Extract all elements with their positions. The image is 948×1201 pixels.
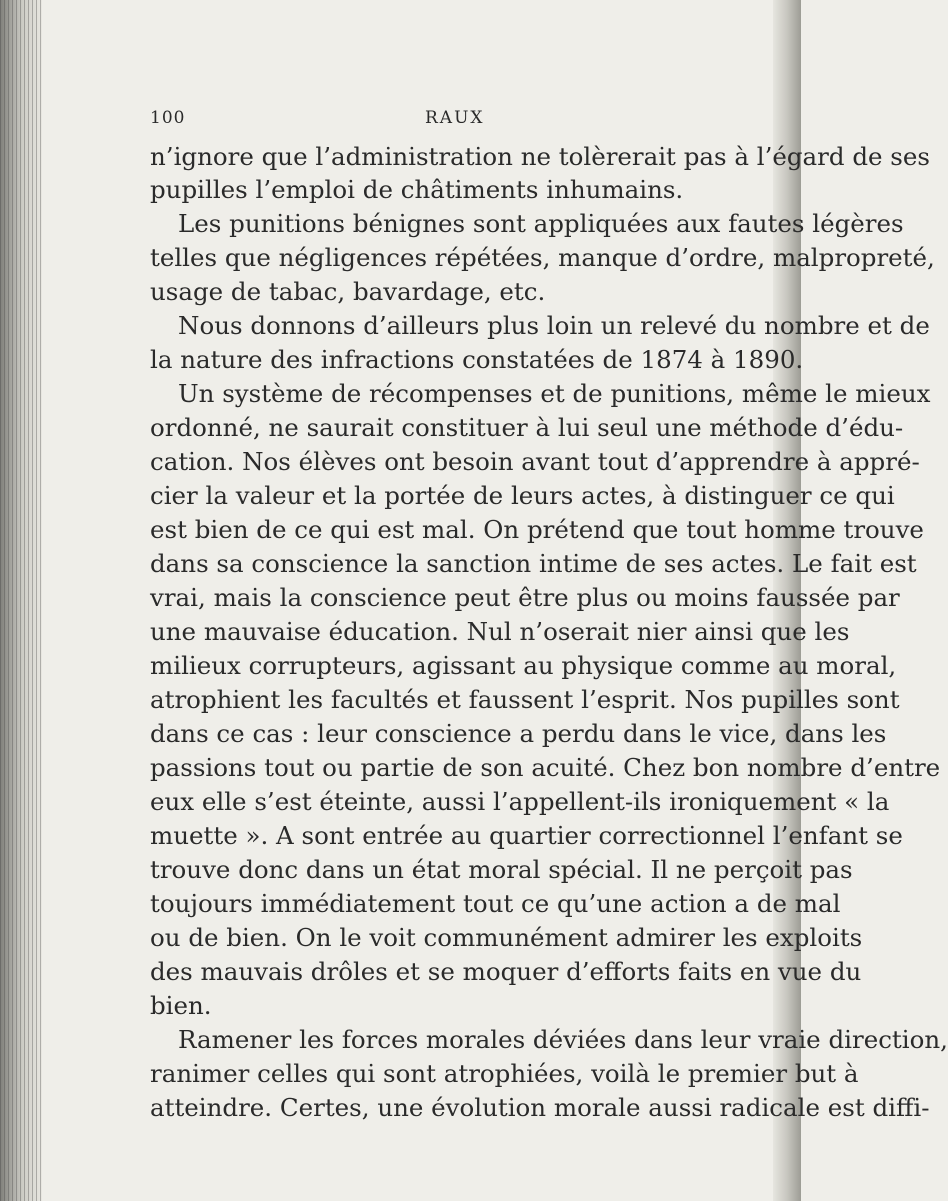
text-line: cation. Nos élèves ont besoin avant tout d’apprendre à appré-: [150, 447, 920, 476]
text-line: ou de bien. On le voit communément admirer les exploits: [150, 923, 863, 952]
text-line: atteindre. Certes, une évolution morale aussi radicale est diffi-: [150, 1093, 930, 1122]
page-number: 100: [150, 108, 186, 128]
text-line: la nature des infractions constatées de 1874 à 1890.: [150, 345, 804, 374]
text-line: n’ignore que l’administration ne tolèrerait pas à l’égard de ses: [150, 142, 930, 171]
text-line: dans sa conscience la sanction intime de ses actes. Le fait est: [150, 549, 917, 578]
text-line: dans ce cas : leur conscience a perdu dans le vice, dans les: [150, 719, 887, 748]
binding-edge: [0, 0, 42, 1201]
text-line: des mauvais drôles et se moquer d’efforts faits en vue du: [150, 957, 862, 986]
text-line: trouve donc dans un état moral spécial. Il ne perçoit pas: [150, 855, 853, 884]
paragraph-start-line: Un système de récompenses et de punitions, même le mieux: [178, 379, 931, 408]
text-line: passions tout ou partie de son acuité. Chez bon nombre d’entre: [150, 753, 941, 782]
text-line: eux elle s’est éteinte, aussi l’appellent-ils ironiquement « la: [150, 787, 890, 816]
text-line: est bien de ce qui est mal. On prétend que tout homme trouve: [150, 515, 924, 544]
text-line: ordonné, ne saurait constituer à lui seul une méthode d’édu-: [150, 413, 904, 442]
text-line: usage de tabac, bavardage, etc.: [150, 277, 546, 306]
text-line: vrai, mais la conscience peut être plus ou moins faussée par: [150, 583, 900, 612]
text-line: toujours immédiatement tout ce qu’une action a de mal: [150, 889, 841, 918]
text-line: muette ». A sont entrée au quartier correctionnel l’enfant se: [150, 821, 903, 850]
paragraph-start-line: Nous donnons d’ailleurs plus loin un relevé du nombre et de: [178, 311, 930, 340]
body-text: [150, 140, 948, 1140]
text-line: ranimer celles qui sont atrophiées, voilà le premier but à: [150, 1059, 859, 1088]
running-title: RAUX: [425, 108, 485, 128]
text-line: une mauvaise éducation. Nul n’oserait nier ainsi que les: [150, 617, 850, 646]
text-line: telles que négligences répétées, manque d’ordre, malpropreté,: [150, 243, 935, 272]
text-line: pupilles l’emploi de châtiments inhumains.: [150, 175, 684, 204]
text-line: atrophient les facultés et faussent l’esprit. Nos pupilles sont: [150, 685, 900, 714]
text-line: milieux corrupteurs, agissant au physique comme au moral,: [150, 651, 897, 680]
paragraph-start-line: Ramener les forces morales déviées dans leur vraie direction,: [178, 1025, 948, 1054]
paragraph-start-line: Les punitions bénignes sont appliquées aux fautes légères: [178, 209, 904, 238]
text-line: cier la valeur et la portée de leurs actes, à distinguer ce qui: [150, 481, 895, 510]
running-head: [150, 108, 695, 130]
text-line: bien.: [150, 991, 212, 1020]
